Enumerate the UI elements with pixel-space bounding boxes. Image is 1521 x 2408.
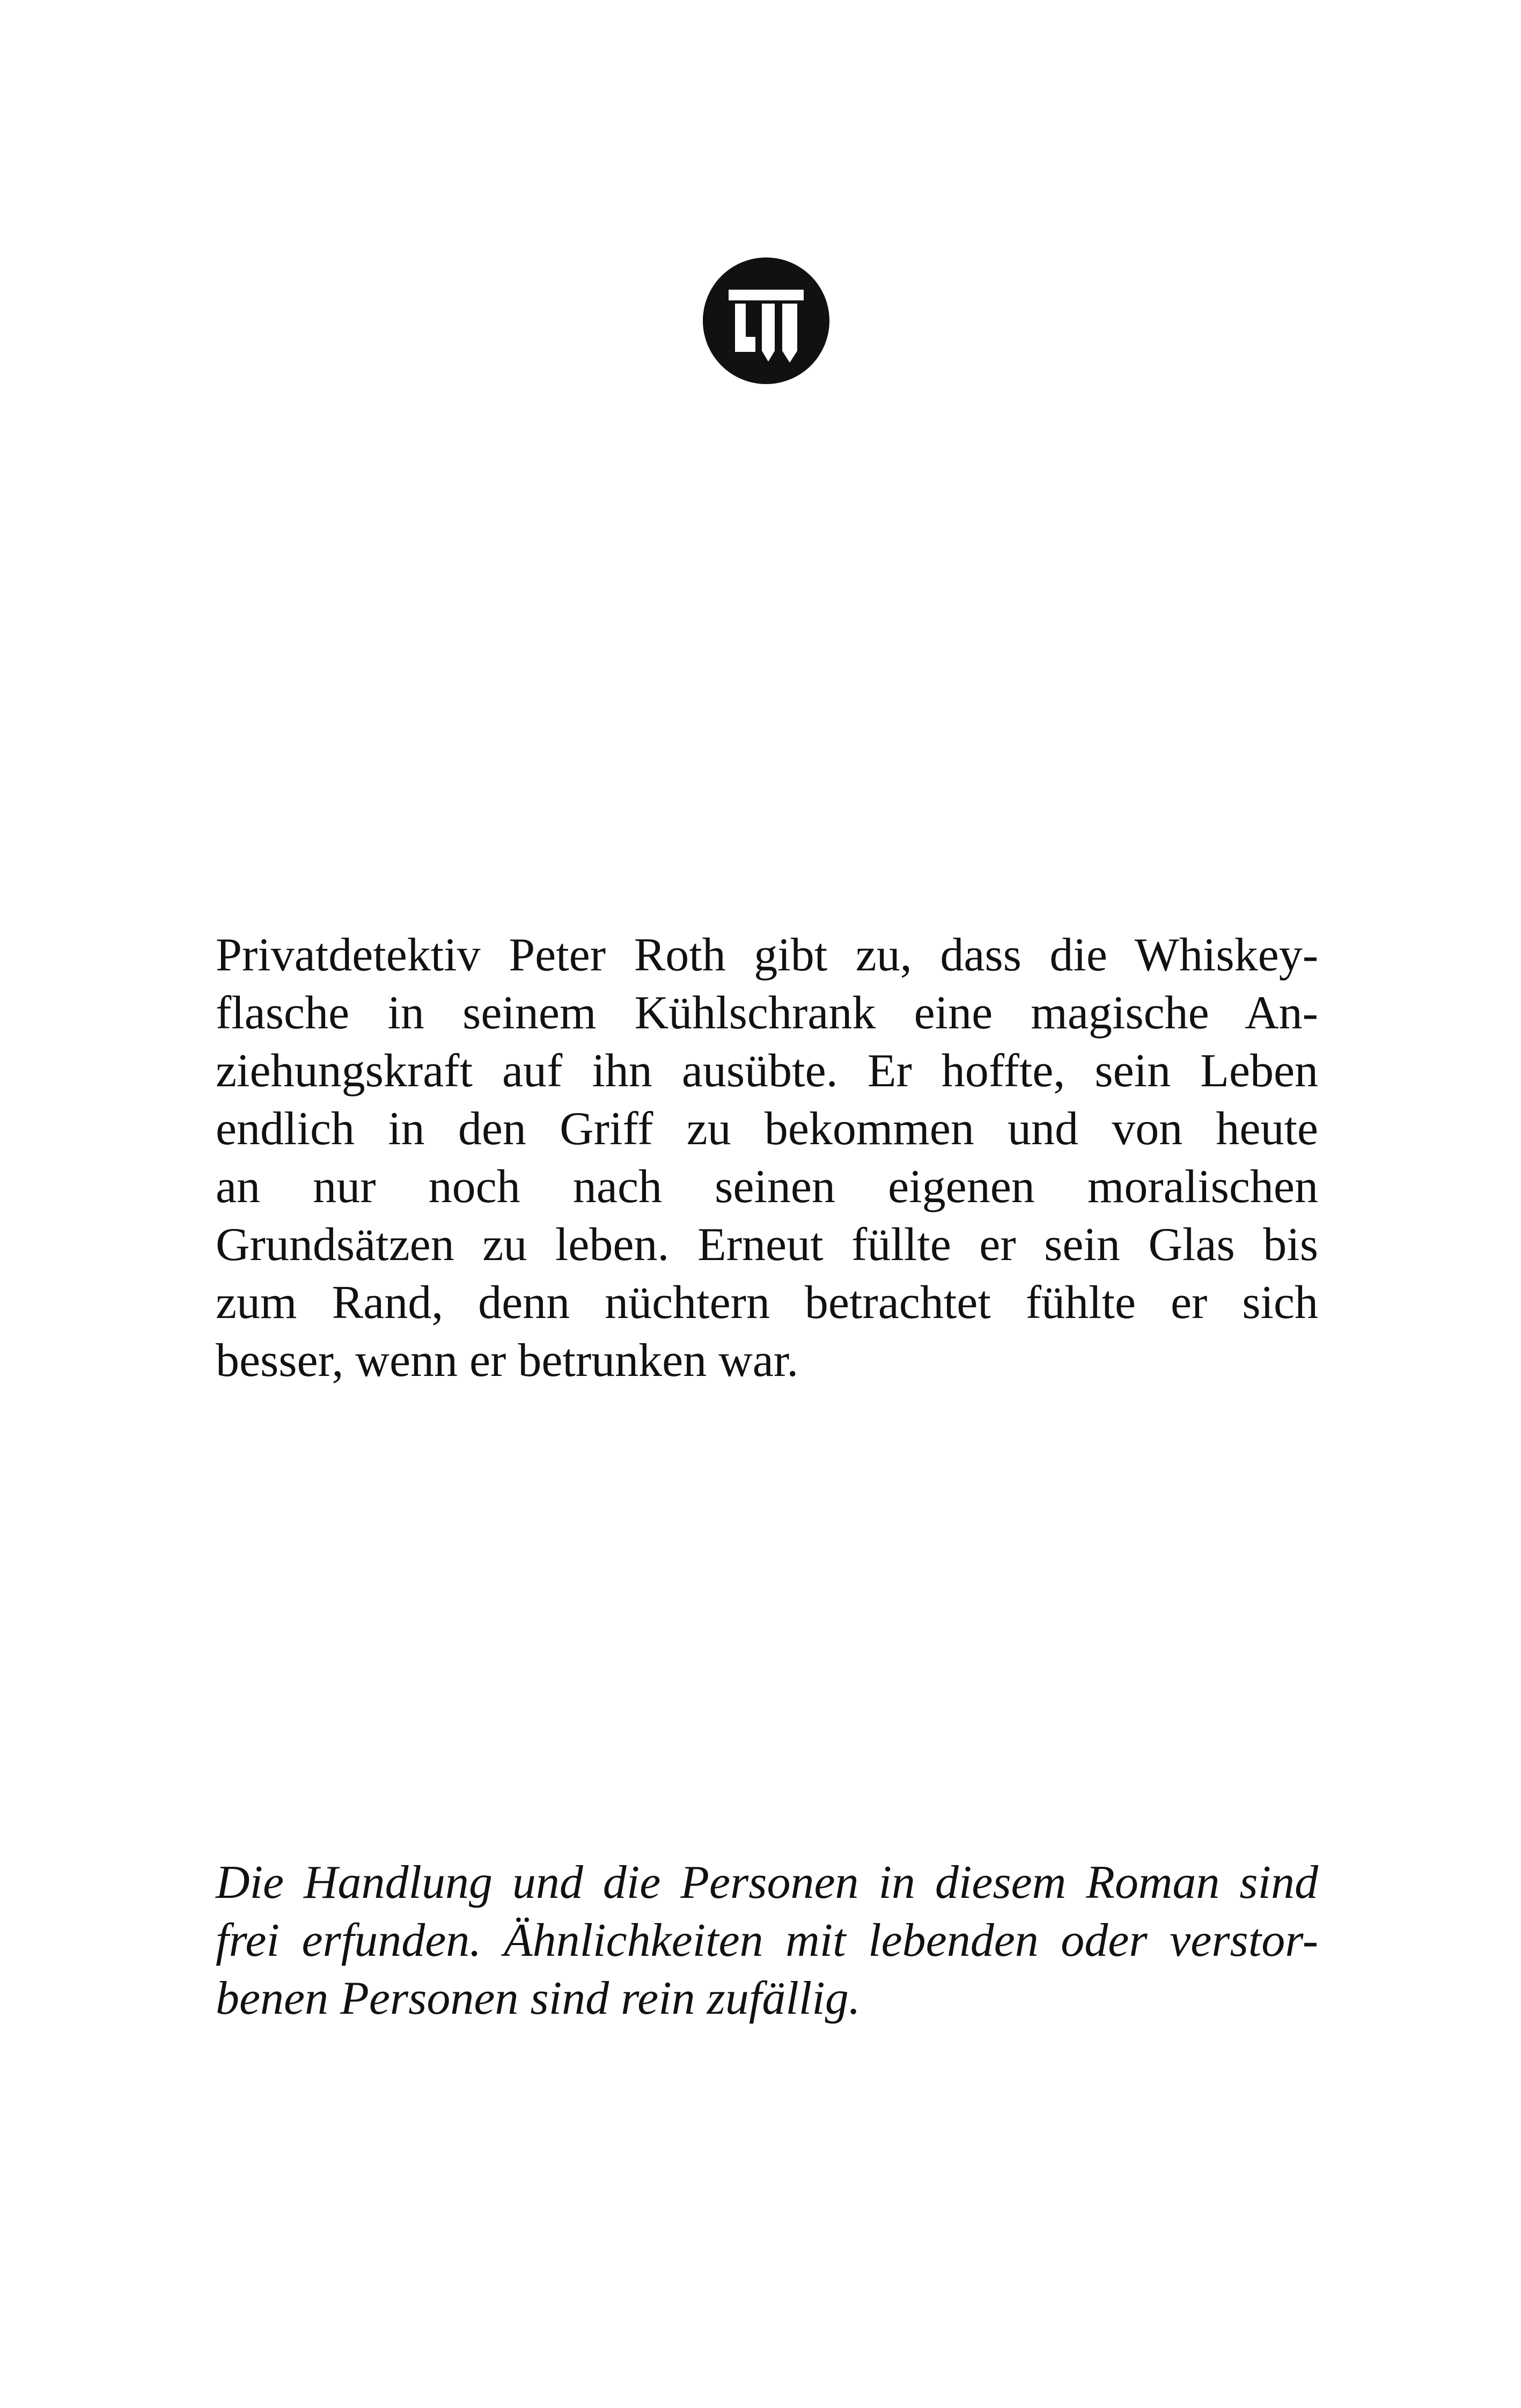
- blurb-line: Privatdetektiv Peter Roth gibt zu, dass die Whiskey-: [216, 929, 1318, 981]
- publisher-logo: [702, 256, 831, 385]
- disclaimer-paragraph: [216, 1854, 1318, 2028]
- blurb-line: zum Rand, denn nüchtern betrachtet fühlte er sich: [216, 1277, 1318, 1329]
- publisher-logo-icon: [702, 256, 831, 385]
- blurb-line: an nur noch nach seinen eigenen moralischen: [216, 1161, 1318, 1213]
- blurb-line: endlich in den Griff zu bekommen und von heute: [216, 1103, 1318, 1155]
- blurb-line: ziehungskraft auf ihn ausübte. Er hoffte, sein Leben: [216, 1045, 1318, 1097]
- disclaimer-line: benen Personen sind rein zufällig.: [216, 1972, 861, 2024]
- blurb-line: besser, wenn er betrunken war.: [216, 1335, 799, 1387]
- blurb-line: flasche in seinem Kühlschrank eine magische An-: [216, 987, 1318, 1039]
- blurb-line: Grundsätzen zu leben. Erneut füllte er sein Glas bis: [216, 1219, 1318, 1271]
- blurb-paragraph: [216, 926, 1318, 1390]
- disclaimer-line: frei erfunden. Ähnlichkeiten mit lebenden oder verstor-: [216, 1914, 1318, 1967]
- disclaimer-line: Die Handlung und die Personen in diesem Roman sind: [216, 1857, 1318, 1909]
